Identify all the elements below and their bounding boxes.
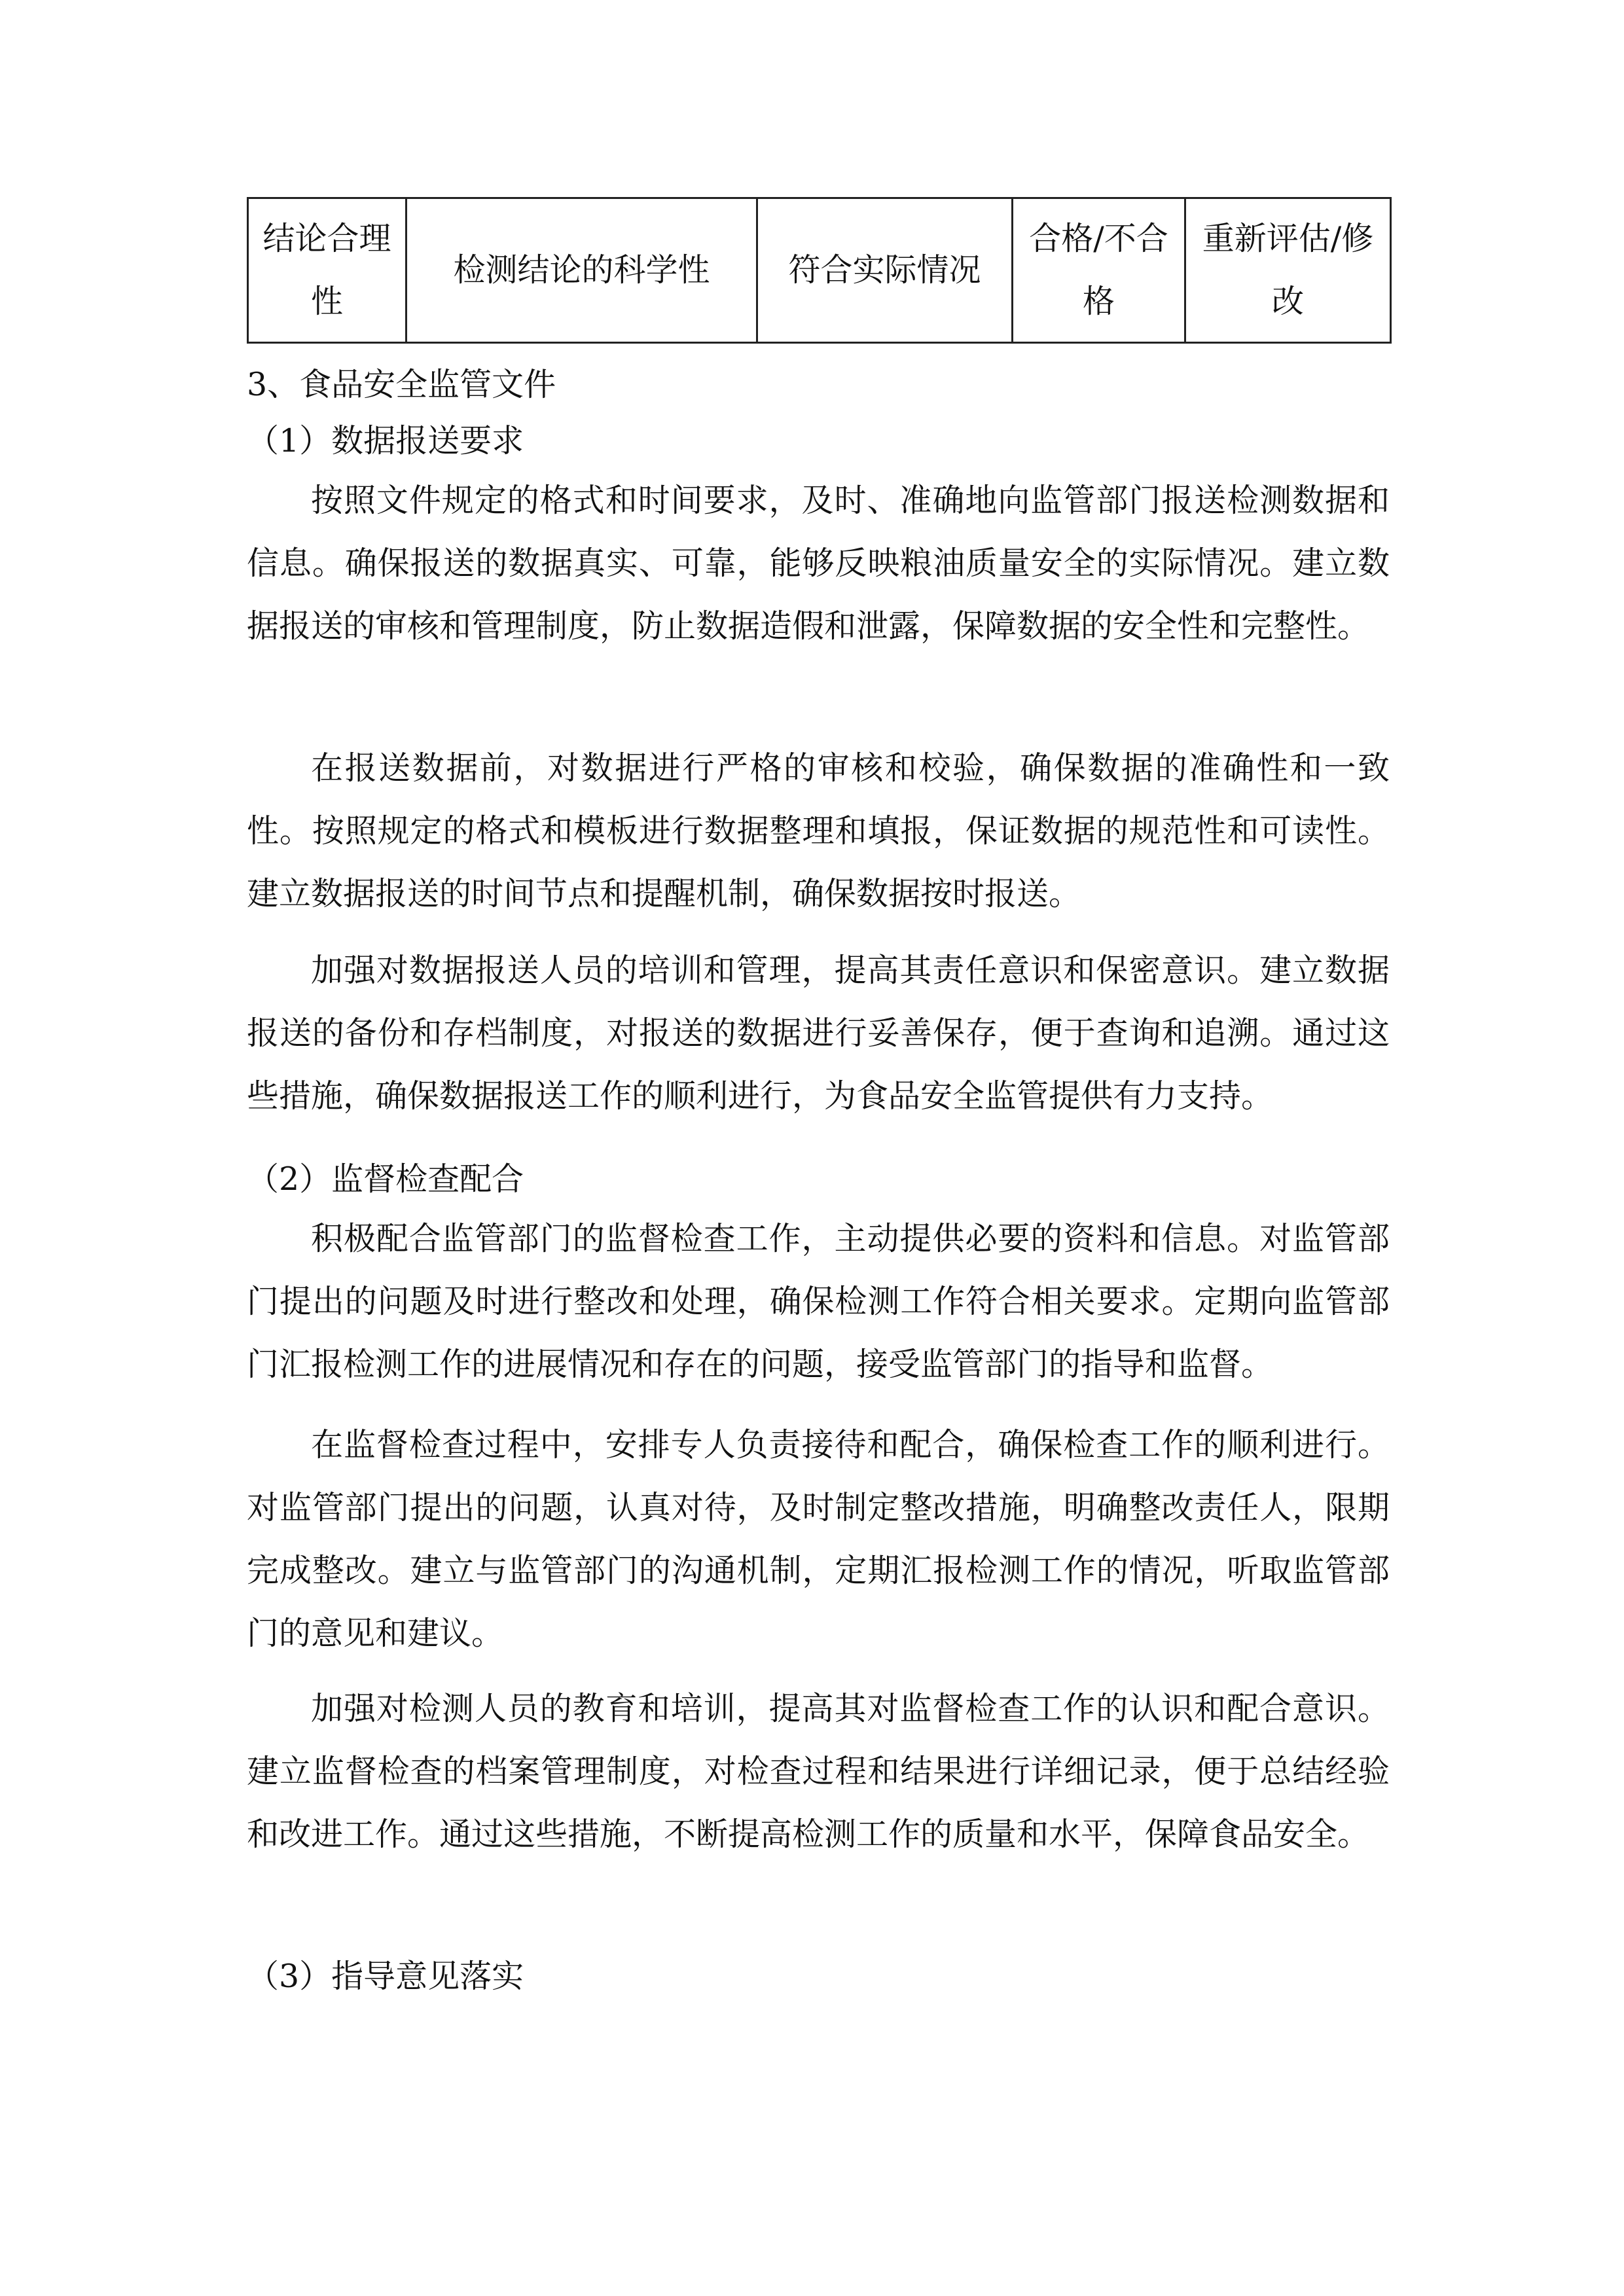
table-cell-standard: 符合实际情况 — [757, 198, 1013, 343]
paragraph: 加强对数据报送人员的培训和管理，提高其责任意识和保密意识。建立数据报送的备份和存档制度，对报送的数据进行妥善保存，便于查询和追溯。通过这些措施，确保数据报送工作的顺利进行，为食品安全监管提供有力支持。 — [247, 952, 1390, 1115]
subsection-heading-3: （3）指导意见落实 — [247, 1958, 524, 1995]
subsection-heading-2: （2）监督检查配合 — [247, 1160, 524, 1198]
paragraph: 积极配合监管部门的监督检查工作，主动提供必要的资料和信息。对监管部门提出的问题及时进行整改和处理，确保检测工作符合相关要求。定期向监管部门汇报检测工作的进展情况和存在的问题，接受监管部门的指导和监督。 — [247, 1220, 1390, 1383]
paragraph: 按照文件规定的格式和时间要求，及时、准确地向监管部门报送检测数据和信息。确保报送的数据真实、可靠，能够反映粮油质量安全的实际情况。建立数据报送的审核和管理制度，防止数据造假和泄露，保障数据的安全性和完整性。 — [247, 482, 1390, 645]
paragraph: 加强对检测人员的教育和培训，提高其对监督检查工作的认识和配合意识。建立监督检查的档案管理制度，对检查过程和结果进行详细记录，便于总结经验和改进工作。通过这些措施，不断提高检测工作的质量和水平，保障食品安全。 — [247, 1690, 1390, 1853]
table-cell-content: 检测结论的科学性 — [406, 198, 757, 343]
paragraph: 在监督检查过程中，安排专人负责接待和配合，确保检查工作的顺利进行。对监管部门提出的问题，认真对待，及时制定整改措施，明确整改责任人，限期完成整改。建立与监管部门的沟通机制，定期汇报检测工作的情况，听取监管部门的意见和建议。 — [247, 1426, 1390, 1652]
table-row — [248, 198, 1391, 343]
table-cell-result: 合格/不合格 — [1013, 198, 1185, 343]
subsection-heading-1: （1）数据报送要求 — [247, 422, 524, 459]
paragraph: 在报送数据前，对数据进行严格的审核和校验，确保数据的准确性和一致性。按照规定的格式和模板进行数据整理和填报，保证数据的规范性和可读性。建立数据报送的时间节点和提醒机制，确保数据按时报送。 — [247, 749, 1390, 912]
section-heading: 3、食品安全监管文件 — [247, 366, 556, 403]
table-cell-action: 重新评估/修改 — [1185, 198, 1391, 343]
table-cell-item: 结论合理性 — [248, 198, 406, 343]
evaluation-table — [247, 197, 1392, 344]
